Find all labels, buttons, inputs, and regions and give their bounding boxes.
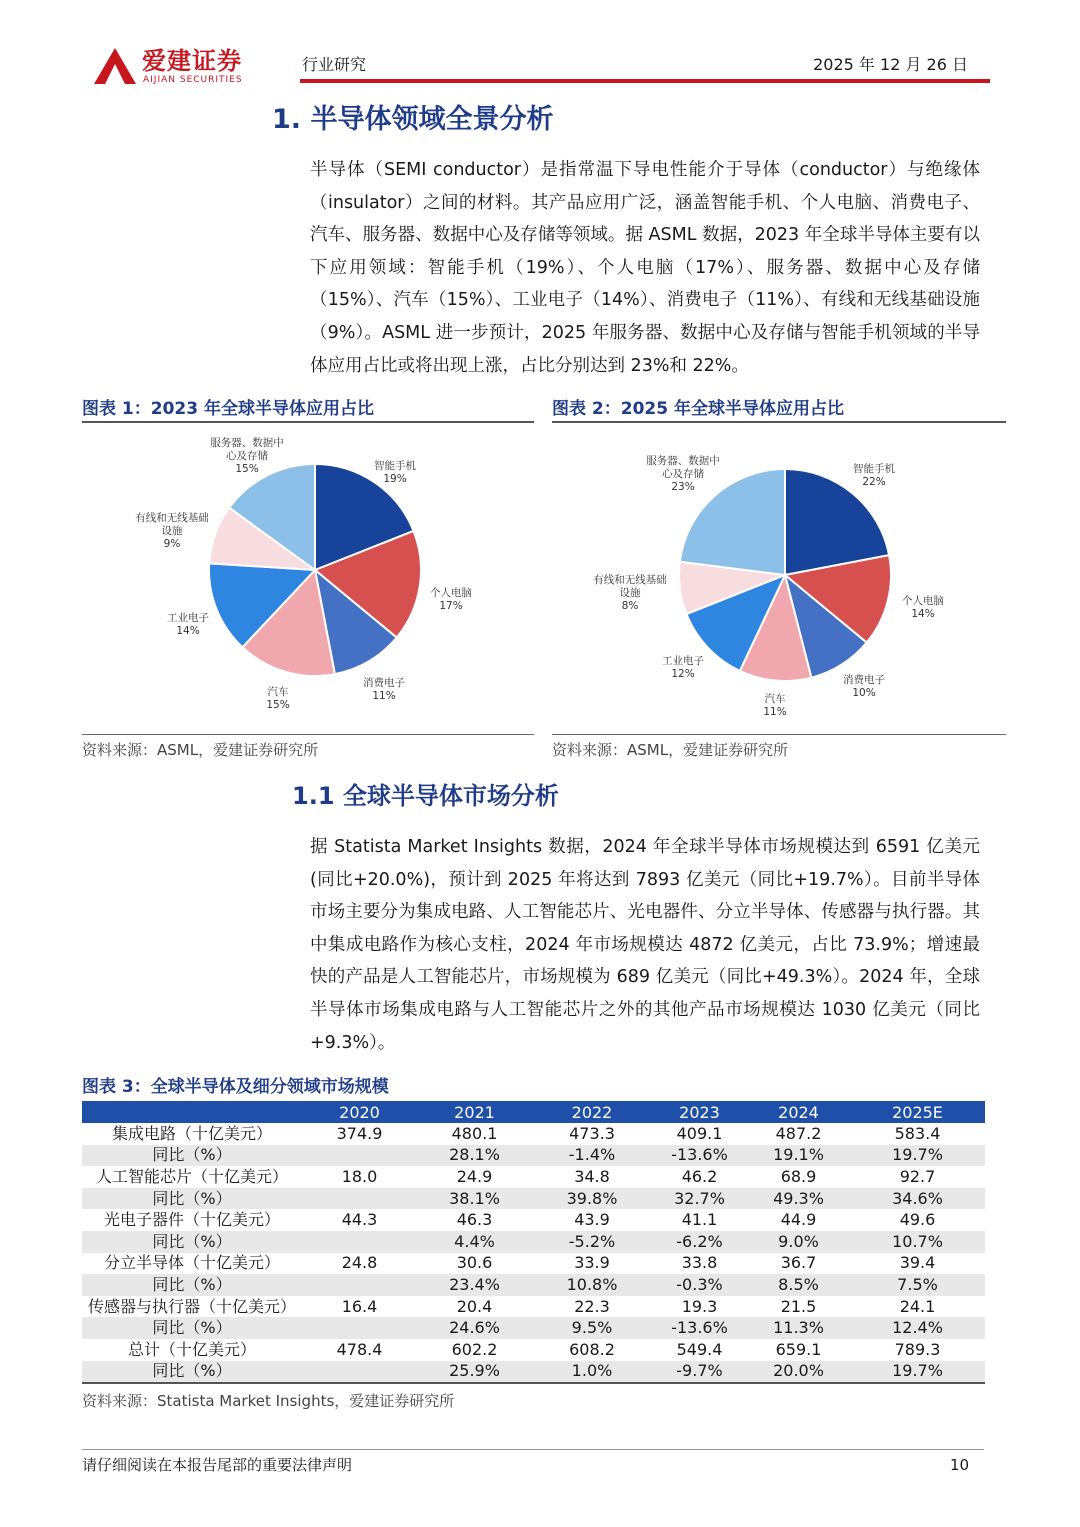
table-row-label: 人工智能芯片（十亿美元） <box>95 1166 288 1186</box>
report-date: 2025 年 12 月 26 日 <box>813 55 968 74</box>
table-cell: 49.6 <box>899 1210 936 1230</box>
table-cell <box>302 1231 417 1253</box>
section-paragraph: 半导体（SEMI conductor）是指常温下导电性能介于导体（conductor）与绝缘体（insulator）之间的材料。其产品应用广泛，涵盖智能手机、个人电脑、消费电子、汽车、服务器、数据中心及存储等领域。据 ASML 数据，2023 年全球半导体主要有以下应用领域：智能手机（19%）、个人电脑（17%）、服务器、数据中心及存储（15%）、汽车（15%）、工业电子（14%）、消费电子（11%）、有线和无线基础设施（9%）。ASML 进一步预计，2025 年服务器、数据中心及存储与智能手机领域的半导体应用占比或将出现上涨，占比分别达到 23%和 22%。 <box>310 160 980 376</box>
table-cell: 659.1 <box>775 1339 822 1359</box>
market-size-table-wrapper <box>82 1101 985 1384</box>
pie-slice-label: 工业电子 12% <box>662 655 704 680</box>
table-cell: 30.6 <box>456 1253 493 1273</box>
pie-slice-label: 汽车 11% <box>763 693 787 718</box>
table-cell <box>302 1361 417 1383</box>
table-cell: 22.3 <box>574 1296 610 1316</box>
table-column-header: 2020 <box>302 1101 417 1123</box>
table-row <box>82 1274 985 1296</box>
table-cell: 46.3 <box>456 1210 493 1230</box>
table-cell: 608.2 <box>569 1339 615 1359</box>
table-row-label: 同比（%） <box>82 1188 302 1210</box>
figure-title: 图表 1：2023 年全球半导体应用占比 <box>82 399 374 419</box>
table-row-label: 集成电路（十亿美元） <box>111 1123 272 1143</box>
table-cell: 24.6% <box>417 1317 532 1339</box>
brand-logo-icon <box>92 46 138 86</box>
table-column-header: 2022 <box>532 1101 652 1123</box>
table-cell: 34.8 <box>574 1166 610 1186</box>
table-cell: 8.5% <box>747 1274 850 1296</box>
table-row <box>82 1123 985 1145</box>
table-column-header: 2025E <box>850 1101 985 1123</box>
pie-slice-label: 有线和无线基础设施 9% <box>135 512 209 550</box>
table-header-row <box>82 1101 985 1123</box>
table-cell: -6.2% <box>652 1231 747 1253</box>
pie-slice-label: 汽车 15% <box>266 686 290 711</box>
table-cell: 36.7 <box>780 1253 817 1273</box>
table-cell: 549.4 <box>676 1339 723 1359</box>
table-cell: 12.4% <box>850 1317 985 1339</box>
table-cell: 68.9 <box>780 1166 817 1186</box>
table-cell: 39.8% <box>532 1188 652 1210</box>
table-cell: -9.7% <box>652 1361 747 1383</box>
table-cell: -1.4% <box>532 1145 652 1167</box>
pie-slice-label: 智能手机 19% <box>374 460 416 485</box>
table-row <box>82 1231 985 1253</box>
footer-disclaimer: 请仔细阅读在本报告尾部的重要法律声明 <box>82 1456 353 1474</box>
table-row-label: 同比（%） <box>82 1361 302 1383</box>
table-source: 资料来源：Statista Market Insights，爱建证券研究所 <box>82 1392 455 1410</box>
table-row-label: 传感器与执行器（十亿美元） <box>87 1296 296 1316</box>
footer-divider <box>82 1449 984 1450</box>
subsection-heading: 1.1 全球半导体市场分析 <box>292 782 559 810</box>
pie-slice-label: 个人电脑 14% <box>902 595 944 620</box>
figure-title: 图表 2：2025 年全球半导体应用占比 <box>552 399 844 419</box>
table-cell: -13.6% <box>652 1317 747 1339</box>
table-cell: -5.2% <box>532 1231 652 1253</box>
table-cell: 41.1 <box>681 1210 718 1230</box>
table-cell: 19.7% <box>850 1145 985 1167</box>
table-row-label: 总计（十亿美元） <box>127 1339 256 1359</box>
table-cell <box>302 1188 417 1210</box>
table-row-label: 同比（%） <box>82 1317 302 1339</box>
table-row <box>82 1361 985 1383</box>
table-cell: 19.1% <box>747 1145 850 1167</box>
table-cell: 24.1 <box>899 1296 936 1316</box>
table-cell: -13.6% <box>652 1145 747 1167</box>
figure-source-rule <box>82 734 534 735</box>
table-cell: 44.9 <box>780 1210 817 1230</box>
table-cell: 409.1 <box>676 1123 723 1143</box>
figure-source: 资料来源：ASML，爱建证券研究所 <box>552 741 789 759</box>
table-cell <box>302 1145 417 1167</box>
table-cell: 16.4 <box>341 1296 378 1316</box>
table-cell: 10.7% <box>850 1231 985 1253</box>
table-column-header: 2021 <box>417 1101 532 1123</box>
table-cell: 92.7 <box>899 1166 936 1186</box>
table-bottom-rule <box>82 1382 985 1384</box>
table-column-header: 2024 <box>747 1101 850 1123</box>
pie-slice-label: 服务器、数据中心及存储 23% <box>646 455 720 493</box>
pie-slice-label: 服务器、数据中心及存储 15% <box>210 437 284 475</box>
table-cell: 46.2 <box>681 1166 718 1186</box>
table-cell: 43.9 <box>574 1210 610 1230</box>
table-cell: 374.9 <box>336 1123 383 1143</box>
table-row <box>82 1296 985 1318</box>
table-cell: 49.3% <box>747 1188 850 1210</box>
figure-source-rule <box>552 734 1006 735</box>
table-row <box>82 1339 985 1361</box>
table-row-label: 同比（%） <box>82 1145 302 1167</box>
table-cell: 4.4% <box>417 1231 532 1253</box>
table-row-label: 同比（%） <box>82 1274 302 1296</box>
table-row-label: 分立半导体（十亿美元） <box>103 1253 280 1273</box>
pie-chart-2023 <box>82 428 534 728</box>
pie-slice-label: 个人电脑 17% <box>430 587 472 612</box>
pie-slice-label: 消费电子 11% <box>363 677 405 702</box>
table-cell: 33.8 <box>681 1253 718 1273</box>
brand-name-en: AIJIAN SECURITIES <box>143 75 243 85</box>
table-column-header <box>82 1101 302 1123</box>
table-cell: 7.5% <box>850 1274 985 1296</box>
table-cell <box>302 1317 417 1339</box>
table-cell: 39.4 <box>899 1253 936 1273</box>
table-cell: 20.0% <box>747 1361 850 1383</box>
table-cell: 24.8 <box>341 1253 378 1273</box>
table-cell: 18.0 <box>341 1166 378 1186</box>
table-cell: 9.0% <box>747 1231 850 1253</box>
section-heading: 1. 半导体领域全景分析 <box>272 104 554 135</box>
table-cell: 480.1 <box>451 1123 498 1143</box>
figure-title-rule <box>82 421 534 423</box>
table-cell: 1.0% <box>532 1361 652 1383</box>
table-row <box>82 1188 985 1210</box>
table-cell: 583.4 <box>894 1123 941 1143</box>
table-cell: 32.7% <box>652 1188 747 1210</box>
table-cell: 9.5% <box>532 1317 652 1339</box>
table-row <box>82 1209 985 1231</box>
table-cell: 44.3 <box>341 1210 378 1230</box>
table-cell: 487.2 <box>775 1123 822 1143</box>
report-section-label: 行业研究 <box>302 55 367 74</box>
brand-name: 爱建证券 <box>142 47 242 75</box>
table-row <box>82 1317 985 1339</box>
pie-slice-label: 智能手机 22% <box>853 463 895 488</box>
market-size-table <box>82 1101 985 1382</box>
table-cell: 28.1% <box>417 1145 532 1167</box>
pie-slice <box>680 469 785 575</box>
table-cell: 38.1% <box>417 1188 532 1210</box>
table-title: 图表 3：全球半导体及细分领域市场规模 <box>82 1077 389 1097</box>
table-cell: -0.3% <box>652 1274 747 1296</box>
figure-title-rule <box>552 421 1006 423</box>
table-row <box>82 1145 985 1167</box>
table-row-label: 光电子器件（十亿美元） <box>103 1210 280 1230</box>
table-cell: 473.3 <box>569 1123 615 1143</box>
pie-slice-label: 工业电子 14% <box>167 612 209 637</box>
table-cell: 19.3 <box>681 1296 718 1316</box>
table-cell: 21.5 <box>780 1296 817 1316</box>
table-cell: 19.7% <box>850 1361 985 1383</box>
table-cell: 602.2 <box>451 1339 498 1359</box>
table-row-label: 同比（%） <box>82 1231 302 1253</box>
table-cell <box>302 1274 417 1296</box>
table-cell: 789.3 <box>894 1339 941 1359</box>
header-divider <box>300 79 990 83</box>
table-cell: 33.9 <box>574 1253 610 1273</box>
figure-source: 资料来源：ASML，爱建证券研究所 <box>82 741 319 759</box>
table-cell: 23.4% <box>417 1274 532 1296</box>
pie-slice-label: 消费电子 10% <box>843 674 885 699</box>
table-row <box>82 1253 985 1275</box>
pie-slice-label: 有线和无线基础设施 8% <box>593 574 667 612</box>
page-number: 10 <box>950 1456 970 1474</box>
table-cell: 20.4 <box>456 1296 493 1316</box>
table-column-header: 2023 <box>652 1101 747 1123</box>
pie-chart-2025 <box>552 428 1006 728</box>
table-cell: 10.8% <box>532 1274 652 1296</box>
table-cell: 25.9% <box>417 1361 532 1383</box>
table-cell: 24.9 <box>456 1166 493 1186</box>
table-row <box>82 1166 985 1188</box>
subsection-paragraph: 据 Statista Market Insights 数据，2024 年全球半导体市场规模达到 6591 亿美元(同比+20.0%)，预计到 2025 年将达到 7893 亿美元（同比+19.7%）。目前半导体市场主要分为集成电路、人工智能芯片、光电器件、分立半导体、传感器与执行器。其中集成电路作为核心支柱，2024 年市场规模达 4872 亿美元，占比 73.9%；增速最快的产品是人工智能芯片，市场规模为 689 亿美元（同比+49.3%）。2024 年，全球半导体市场集成电路与人工智能芯片之外的其他产品市场规模达 1030 亿美元（同比+9.3%）。 <box>310 837 980 1053</box>
table-cell: 34.6% <box>850 1188 985 1210</box>
table-cell: 11.3% <box>747 1317 850 1339</box>
table-cell: 478.4 <box>336 1339 383 1359</box>
